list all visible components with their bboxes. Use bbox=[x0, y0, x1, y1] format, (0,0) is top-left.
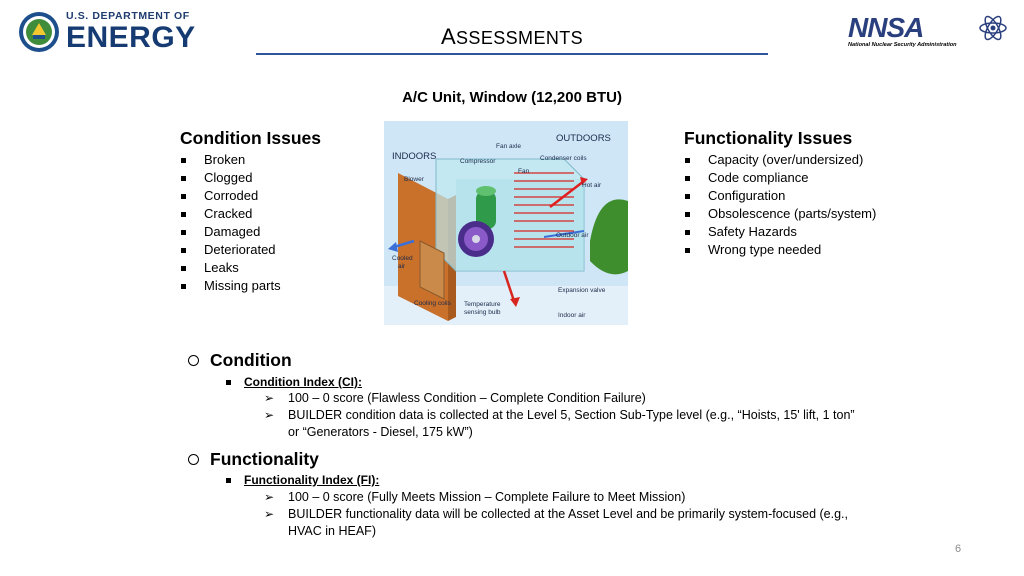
functionality-issues-list bbox=[684, 151, 876, 259]
condition-issue-item: Corroded bbox=[180, 187, 281, 205]
functionality-issue-item: Wrong type needed bbox=[684, 241, 876, 259]
condition-point-1-text: 100 – 0 score (Flawless Condition – Complete Condition Failure) bbox=[288, 391, 646, 405]
functionality-issue-item: Capacity (over/undersized) bbox=[684, 151, 876, 169]
page-number: 6 bbox=[955, 543, 962, 555]
diagram-label-outdoors: OUTDOORS bbox=[556, 133, 611, 144]
doe-energy-text: ENERGY bbox=[66, 20, 196, 54]
functionality-point-2-line2: HVAC in HEAF) bbox=[288, 524, 376, 538]
condition-point-2-line2: or “Generators - Diesel, 175 kW”) bbox=[288, 425, 473, 439]
condition-section-heading bbox=[188, 350, 292, 371]
condition-issue-item: Broken bbox=[180, 151, 281, 169]
diagram-label-indoors: INDOORS bbox=[392, 151, 437, 162]
diagram-label-hot-air: Hot air bbox=[582, 182, 602, 189]
diagram-label-blower: Blower bbox=[404, 176, 424, 183]
doe-logo bbox=[18, 10, 233, 54]
arrow-bullet-icon: ➢ bbox=[264, 391, 275, 405]
arrow-bullet-icon: ➢ bbox=[264, 507, 275, 521]
arrow-bullet-icon: ➢ bbox=[264, 408, 275, 422]
condition-point-2 bbox=[264, 407, 864, 441]
condition-heading-text: Condition bbox=[210, 350, 292, 370]
arrow-bullet-icon: ➢ bbox=[264, 490, 275, 504]
functionality-issue-item: Configuration bbox=[684, 187, 876, 205]
circle-bullet-icon bbox=[188, 454, 199, 465]
condition-issue-item: Clogged bbox=[180, 169, 281, 187]
functionality-issues-heading: Functionality Issues bbox=[684, 128, 853, 148]
diagram-label-compressor: Compressor bbox=[460, 158, 496, 165]
diagram-label-condenser-coils: Condenser coils bbox=[540, 155, 587, 162]
circle-bullet-icon bbox=[188, 355, 199, 366]
condition-issue-item: Damaged bbox=[180, 223, 281, 241]
functionality-section-heading bbox=[188, 449, 319, 470]
condition-issues-heading: Condition Issues bbox=[180, 128, 321, 148]
diagram-label-cooled: Cooled bbox=[392, 255, 413, 262]
diagram-label-cooled-air: air bbox=[398, 263, 406, 270]
diagram-label-sensing-bulb: sensing bulb bbox=[464, 309, 501, 316]
doe-department-text: U.S. DEPARTMENT OF bbox=[66, 10, 190, 23]
functionality-heading-text: Functionality bbox=[210, 449, 319, 469]
condition-issue-item: Missing parts bbox=[180, 277, 281, 295]
diagram-label-indoor-air: Indoor air bbox=[558, 312, 586, 319]
diagram-label-outdoor-air: Outdoor air bbox=[556, 232, 589, 239]
condition-issue-item: Deteriorated bbox=[180, 241, 281, 259]
diagram-label-fan: Fan bbox=[518, 168, 530, 175]
condition-index-label: Condition Index (CI): bbox=[226, 375, 362, 389]
slide-subtitle: A/C Unit, Window (12,200 BTU) bbox=[402, 89, 622, 106]
ac-unit-diagram bbox=[384, 121, 628, 325]
functionality-point-2 bbox=[264, 506, 864, 540]
diagram-label-fan-axle: Fan axle bbox=[496, 143, 521, 150]
nnsa-logo bbox=[848, 14, 1010, 48]
functionality-issue-item: Obsolescence (parts/system) bbox=[684, 205, 876, 223]
page-title bbox=[256, 24, 768, 50]
functionality-issue-item: Code compliance bbox=[684, 169, 876, 187]
nnsa-letters: NNSA bbox=[848, 12, 924, 43]
doe-seal-icon bbox=[18, 11, 60, 53]
functionality-point-2-line1: BUILDER functionality data will be collected at the Asset Level and be primarily system-focused (e.g., bbox=[288, 507, 848, 521]
functionality-issue-item: Safety Hazards bbox=[684, 223, 876, 241]
title-rest: SSESSMENTS bbox=[456, 28, 584, 48]
diagram-label-temperature: Temperature bbox=[464, 301, 501, 308]
functionality-index-label: Functionality Index (FI): bbox=[226, 473, 379, 487]
title-first-letter: A bbox=[440, 24, 457, 49]
atom-icon bbox=[978, 14, 1008, 42]
title-divider bbox=[256, 53, 768, 55]
diagram-label-cooling-coils: Cooling coils bbox=[414, 300, 451, 307]
condition-issue-item: Leaks bbox=[180, 259, 281, 277]
condition-issues-list bbox=[180, 151, 281, 295]
functionality-point-1-text: 100 – 0 score (Fully Meets Mission – Complete Failure to Meet Mission) bbox=[288, 490, 686, 504]
nnsa-subtitle: National Nuclear Security Administration bbox=[848, 42, 957, 48]
diagram-label-expansion-valve: Expansion valve bbox=[558, 287, 606, 294]
condition-point-1 bbox=[264, 390, 864, 407]
condition-issue-item: Cracked bbox=[180, 205, 281, 223]
condition-point-2-line1: BUILDER condition data is collected at the Level 5, Section Sub-Type level (e.g., “Hoists, 15' lift, 1 ton” bbox=[288, 408, 855, 422]
functionality-point-1 bbox=[264, 489, 864, 506]
